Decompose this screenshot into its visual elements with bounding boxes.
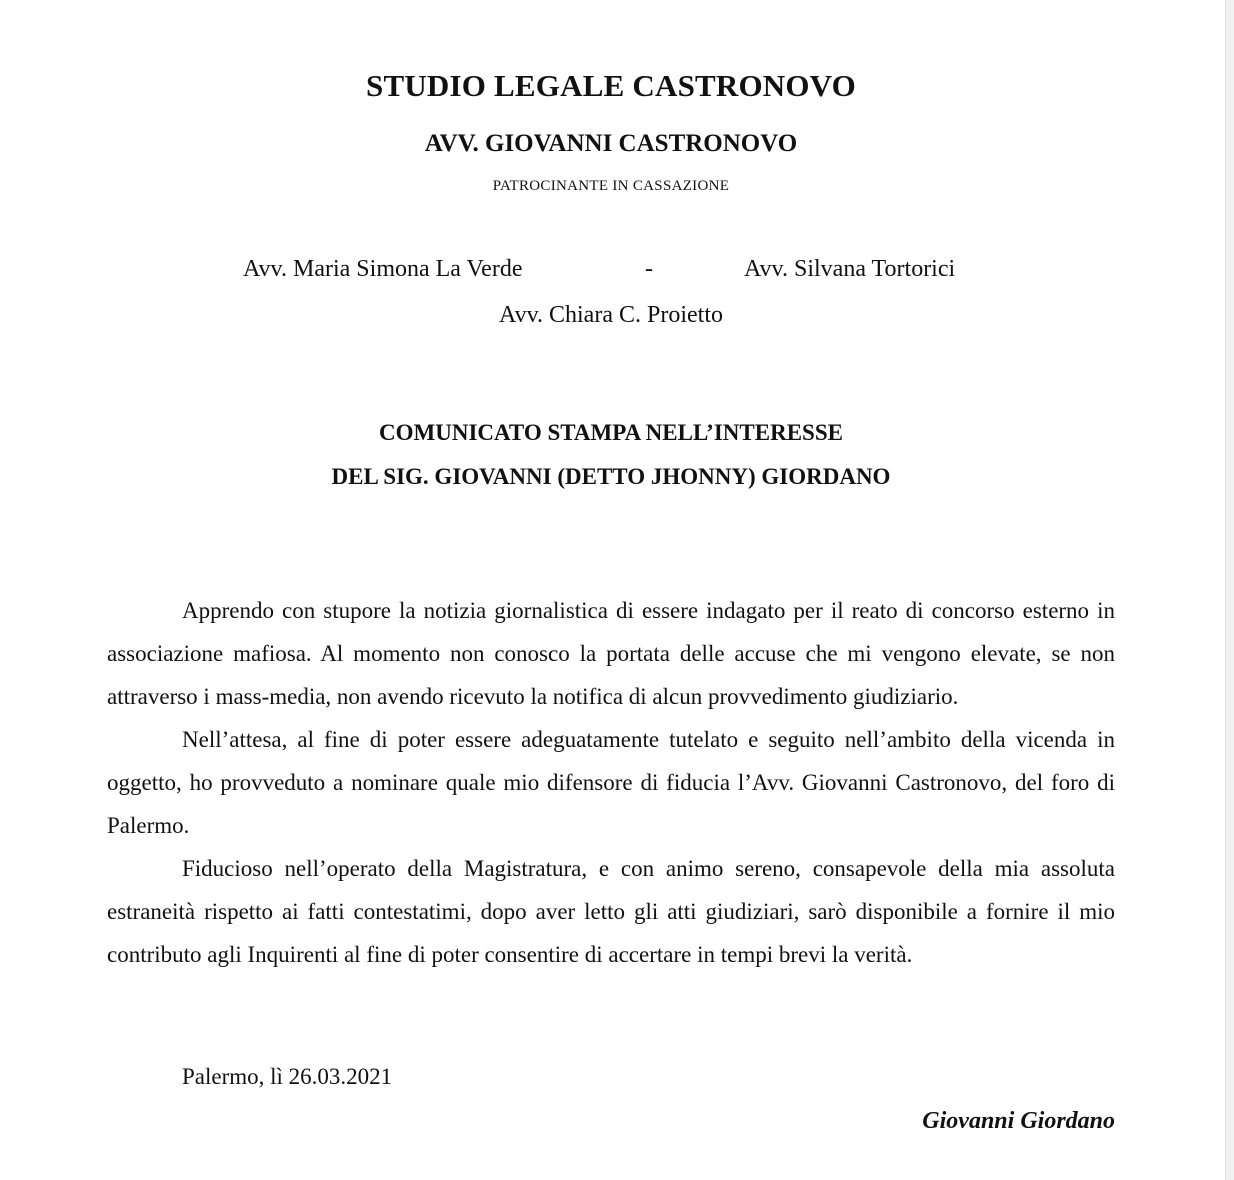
press-release-title-line-1: COMUNICATO STAMPA NELL’INTERESSE — [379, 420, 843, 445]
lawyer-qualification: PATROCINANTE IN CASSAZIONE — [492, 178, 730, 194]
associate-name-proietto: Avv. Chiara C. Proietto — [499, 302, 723, 328]
associate-name-tortorici: Avv. Silvana Tortorici — [744, 256, 956, 282]
lawyer-name: AVV. GIOVANNI CASTRONOVO — [424, 130, 798, 157]
page-edge — [1225, 0, 1234, 1180]
press-release-title-line-2: DEL SIG. GIOVANNI (DETTO JHONNY) GIORDANO — [331, 464, 891, 489]
associate-separator: - — [645, 256, 653, 282]
press-release-body — [107, 589, 1115, 976]
body-paragraph: Fiducioso nell’operato della Magistratura, e con animo sereno, consapevole della mia assoluta estraneità rispetto ai fatti contestatimi, dopo aver letto gli atti giudiziari, sarò disponibile a fornire il mio contributo agli Inquirenti al fine di poter consentire di accertare in tempi brevi la verità. — [107, 856, 1115, 967]
body-paragraph: Nell’attesa, al fine di poter essere adeguatamente tutelato e seguito nell’ambito della vicenda in oggetto, ho provveduto a nominare quale mio difensore di fiducia l’Avv. Giovanni Castronovo, del foro di Palermo. — [107, 727, 1115, 838]
place-and-date: Palermo, lì 26.03.2021 — [182, 1064, 393, 1089]
body-paragraph: Apprendo con stupore la notizia giornalistica di essere indagato per il reato di concorso esterno in associazione mafiosa. Al momento non conosco la portata delle accuse che mi vengono elevate, se non attraverso i mass-media, non avendo ricevuto la notifica di alcun provvedimento giudiziario. — [107, 598, 1115, 709]
signature: Giovanni Giordano — [922, 1108, 1115, 1134]
associate-name-la-verde: Avv. Maria Simona La Verde — [243, 256, 523, 282]
firm-name: STUDIO LEGALE CASTRONOVO — [366, 68, 856, 103]
